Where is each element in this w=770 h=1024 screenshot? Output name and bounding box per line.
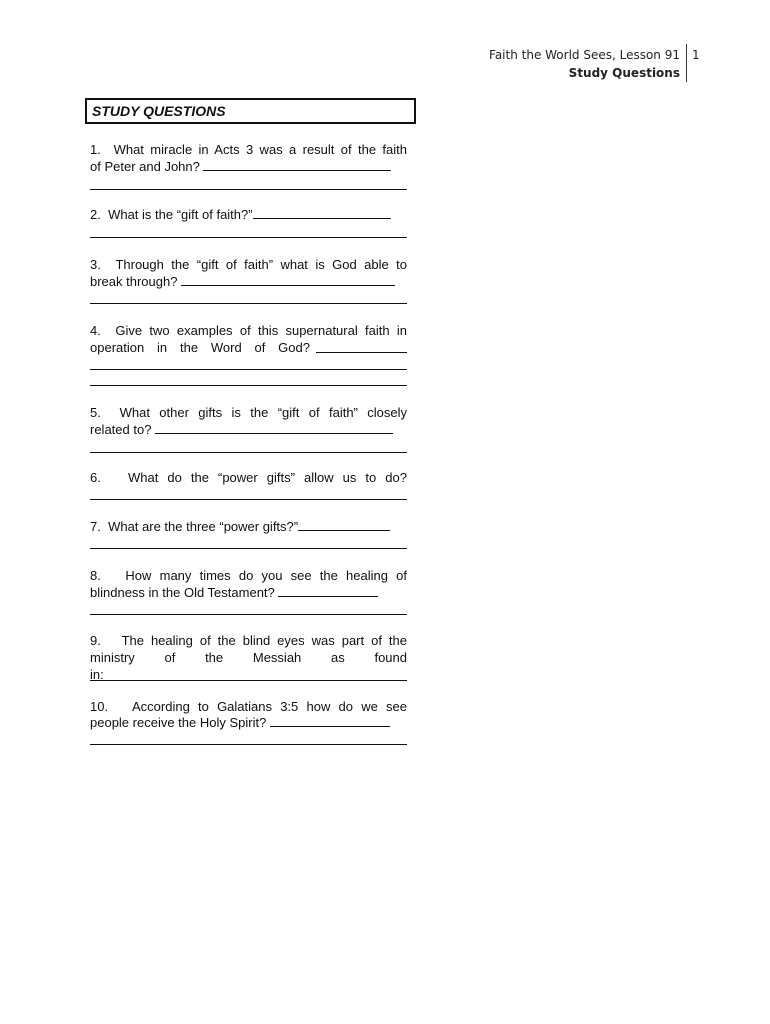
answer-line[interactable]	[90, 499, 407, 500]
question-number: 3.	[90, 257, 101, 272]
question-10-cont	[90, 714, 407, 731]
question-7	[90, 518, 407, 535]
question-number: 9.	[90, 633, 101, 648]
answer-line[interactable]	[90, 452, 407, 453]
question-text: According to Galatians 3:5 how do we see	[132, 699, 407, 714]
question-number: 10.	[90, 699, 109, 714]
question-text: ministry of the Messiah as found in:	[90, 650, 407, 682]
question-text: break through?	[90, 274, 178, 289]
answer-blank[interactable]	[316, 352, 407, 353]
question-5-cont	[90, 421, 407, 438]
question-text: blindness in the Old Testament?	[90, 585, 275, 600]
question-number: 6.	[90, 470, 101, 485]
question-6	[90, 469, 407, 486]
answer-blank[interactable]	[270, 714, 390, 727]
question-4-cont	[90, 339, 310, 356]
question-8	[90, 567, 407, 584]
question-9-cont	[90, 649, 407, 683]
question-number: 1.	[90, 142, 101, 157]
question-text: What is the “gift of faith?”	[108, 207, 253, 222]
document-subtitle: Study Questions	[568, 66, 680, 80]
question-text: What miracle in Acts 3 was a result of the faith	[113, 142, 407, 157]
question-text: The healing of the blind eyes was part of the	[121, 633, 407, 648]
question-number: 7.	[90, 519, 101, 534]
question-3-cont	[90, 273, 407, 290]
question-1-cont	[90, 158, 407, 175]
answer-line[interactable]	[90, 303, 407, 304]
question-text: What other gifts is the “gift of faith” closely	[119, 405, 407, 420]
question-text: related to?	[90, 422, 152, 437]
question-8-cont	[90, 584, 407, 601]
document-title: Faith the World Sees, Lesson 91	[489, 48, 680, 62]
question-3	[90, 256, 407, 273]
answer-blank[interactable]	[203, 158, 391, 171]
question-2	[90, 206, 407, 223]
question-number: 2.	[90, 207, 101, 222]
answer-blank[interactable]	[298, 518, 390, 531]
question-number: 5.	[90, 405, 101, 420]
answer-blank[interactable]	[278, 584, 378, 597]
question-text: people receive the Holy Spirit?	[90, 715, 267, 730]
answer-blank[interactable]	[181, 273, 395, 286]
question-text: How many times do you see the healing of	[125, 568, 408, 583]
answer-line[interactable]	[90, 369, 407, 370]
answer-line[interactable]	[90, 548, 407, 549]
question-text: What are the three “power gifts?”	[108, 519, 299, 534]
question-number: 8.	[90, 568, 101, 583]
header-divider	[686, 44, 687, 82]
answer-line[interactable]	[90, 237, 407, 238]
question-number: 4.	[90, 323, 101, 338]
question-10	[90, 698, 407, 715]
question-text: of Peter and John?	[90, 159, 200, 174]
answer-blank[interactable]	[253, 206, 391, 219]
question-text: What do the “power gifts” allow us to do?	[127, 470, 408, 485]
question-5	[90, 404, 407, 421]
page-number: 1	[692, 48, 700, 62]
question-text: Through the “gift of faith” what is God able to	[115, 257, 407, 272]
question-1	[90, 141, 407, 158]
answer-line[interactable]	[90, 385, 407, 386]
question-4	[90, 322, 407, 339]
answer-line[interactable]	[90, 680, 407, 681]
answer-line[interactable]	[90, 614, 407, 615]
answer-line[interactable]	[90, 744, 407, 745]
section-title: STUDY QUESTIONS	[85, 98, 416, 124]
question-text: Give two examples of this supernatural faith in	[115, 323, 407, 338]
running-header	[380, 46, 680, 82]
question-text: operation in the Word of God?	[90, 340, 310, 355]
answer-line[interactable]	[90, 189, 407, 190]
answer-blank[interactable]	[155, 421, 393, 434]
question-9	[90, 632, 407, 649]
